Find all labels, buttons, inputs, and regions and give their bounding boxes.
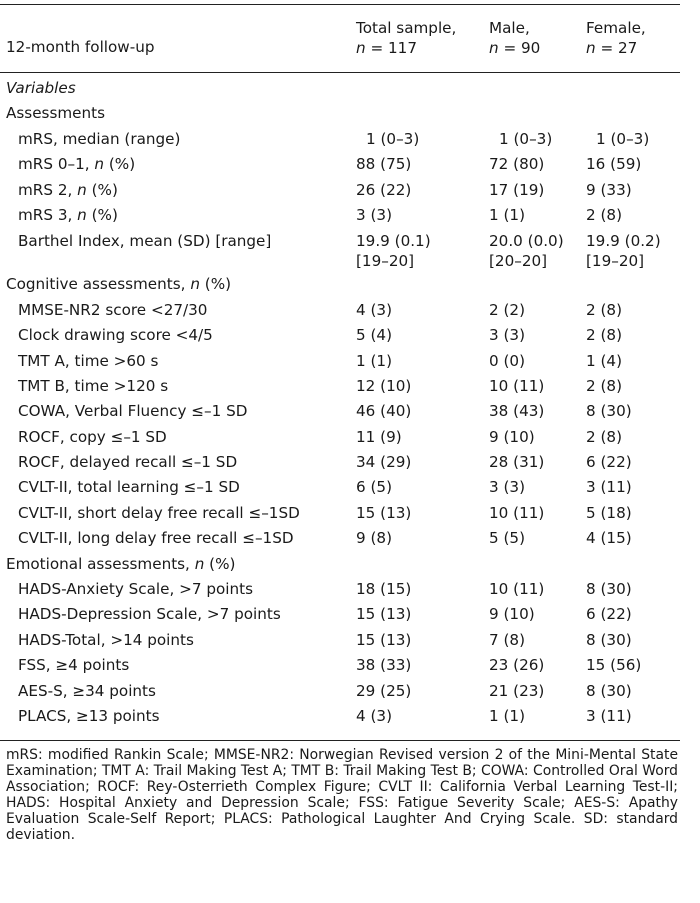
cell-total-sample: 9 (8) <box>356 529 393 548</box>
table-row <box>0 349 680 374</box>
cell-male: 2 (2) <box>489 300 526 319</box>
row-label: mRS 0–1, n (%) <box>18 155 136 174</box>
row-label: HADS-Depression Scale, >7 points <box>18 605 281 624</box>
top-rule <box>0 4 680 5</box>
section-label: Assessments <box>6 104 106 123</box>
row-label: CVLT-II, total learning ≤–1 SD <box>18 478 240 497</box>
header-male <box>489 18 540 58</box>
cell-total-sample: 11 (9) <box>356 427 402 446</box>
cell-total-sample: 4 (3) <box>356 706 393 725</box>
table-header <box>0 18 680 68</box>
cell-total-sample: 88 (75) <box>356 155 412 174</box>
cell-female: 8 (30) <box>586 580 632 599</box>
table-row <box>0 228 680 272</box>
row-label: HADS-Total, >14 points <box>18 630 194 649</box>
row-label: CVLT-II, long delay free recall ≤–1SD <box>18 529 294 548</box>
table-row <box>0 475 680 500</box>
cell-female: 2 (8) <box>586 205 623 224</box>
header-female-n: n = 27 <box>586 39 638 57</box>
table-row <box>0 203 680 228</box>
cell-female: 6 (22) <box>586 453 632 472</box>
row-label: PLACS, ≥13 points <box>18 706 160 725</box>
cell-total-sample: 34 (29) <box>356 453 412 472</box>
cell-total-sample: 38 (33) <box>356 656 412 675</box>
cell-female: 2 (8) <box>586 376 623 395</box>
cell-total-sample: 26 (22) <box>356 180 412 199</box>
table-row <box>0 450 680 475</box>
row-label: ROCF, copy ≤–1 SD <box>18 427 167 446</box>
row-label: Barthel Index, mean (SD) [range] <box>18 232 272 251</box>
table-row <box>0 374 680 399</box>
row-label: ROCF, delayed recall ≤–1 SD <box>18 453 238 472</box>
row-label: HADS-Anxiety Scale, >7 points <box>18 580 254 599</box>
table-row <box>0 602 680 627</box>
cell-total-sample: 4 (3) <box>356 300 393 319</box>
cell-total-sample: 3 (3) <box>356 205 393 224</box>
cell-male: 72 (80) <box>489 155 545 174</box>
cell-total-sample: 15 (13) <box>356 630 412 649</box>
cell-male: 10 (11) <box>489 503 545 522</box>
section-row <box>0 76 680 101</box>
table-row <box>0 399 680 424</box>
table-footnote: mRS: modified Rankin Scale; MMSE-NR2: Norwegian Revised version 2 of the Mini-Mental State Examination; TMT A: Trail Making Test A; TMT B: Trail Making Test B; COWA: Controlled Oral Word Association; ROCF: Rey-Osterrieth Complex Figure; CVLT II: California Verbal Learning Test-II; HADS: Hospital Anxiety and Depression Scale; FSS: Fatigue Severity Scale; AES-S: Apathy Evaluation Scale-Self Report; PLACS: Pathological Laughter And Crying Scale. SD: standard deviation. <box>6 747 678 844</box>
cell-female: 2 (8) <box>586 326 623 345</box>
section-row <box>0 101 680 126</box>
cell-female: 3 (11) <box>586 706 632 725</box>
header-rule <box>0 72 680 73</box>
cell-male: 1 (1) <box>489 706 526 725</box>
row-label: mRS, median (range) <box>18 129 181 148</box>
row-label: TMT B, time >120 s <box>18 376 169 395</box>
cell-total-sample: 18 (15) <box>356 580 412 599</box>
cell-female: 8 (30) <box>586 402 632 421</box>
table-row <box>0 501 680 526</box>
cell-male: 17 (19) <box>489 180 545 199</box>
cell-female: 8 (30) <box>586 630 632 649</box>
header-label: 12-month follow-up <box>6 38 155 56</box>
section-label: Cognitive assessments, n (%) <box>6 275 232 294</box>
cell-male: 38 (43) <box>489 402 545 421</box>
cell-total-sample: 6 (5) <box>356 478 393 497</box>
cell-total-sample: 15 (13) <box>356 605 412 624</box>
cell-total-sample: 1 (1) <box>356 351 393 370</box>
table-row <box>0 628 680 653</box>
cell-female: 9 (33) <box>586 180 632 199</box>
table-row <box>0 577 680 602</box>
cell-female: 3 (11) <box>586 478 632 497</box>
cell-total-sample: 1 (0–3) <box>366 129 420 148</box>
cell-female: 8 (30) <box>586 681 632 700</box>
cell-male: 28 (31) <box>489 453 545 472</box>
table-row <box>0 178 680 203</box>
cell-male: 0 (0) <box>489 351 526 370</box>
cell-female: 2 (8) <box>586 427 623 446</box>
table-row <box>0 425 680 450</box>
table-body <box>0 76 680 729</box>
row-label: COWA, Verbal Fluency ≤–1 SD <box>18 402 248 421</box>
cell-male: 1 (0–3) <box>499 129 553 148</box>
cell-female: 15 (56) <box>586 656 642 675</box>
table-row <box>0 298 680 323</box>
cell-female: 19.9 (0.2) [19–20] <box>586 232 661 271</box>
table-row <box>0 323 680 348</box>
cell-female: 6 (22) <box>586 605 632 624</box>
cell-female: 1 (4) <box>586 351 623 370</box>
table-row <box>0 704 680 729</box>
cell-female: 2 (8) <box>586 300 623 319</box>
header-female-title: Female, <box>586 19 646 37</box>
cell-female: 5 (18) <box>586 503 632 522</box>
row-label: CVLT-II, short delay free recall ≤–1SD <box>18 503 300 522</box>
cell-male: 3 (3) <box>489 478 526 497</box>
header-total-sample-n: n = 117 <box>356 39 418 57</box>
cell-total-sample: 15 (13) <box>356 503 412 522</box>
section-row <box>0 272 680 297</box>
cell-male: 9 (10) <box>489 427 535 446</box>
cell-female: 16 (59) <box>586 155 642 174</box>
cell-male: 9 (10) <box>489 605 535 624</box>
header-total-sample <box>356 18 456 58</box>
table-row <box>0 152 680 177</box>
cell-total-sample: 5 (4) <box>356 326 393 345</box>
cell-male: 3 (3) <box>489 326 526 345</box>
row-label: Clock drawing score <4/5 <box>18 326 213 345</box>
cell-female: 4 (15) <box>586 529 632 548</box>
cell-male: 7 (8) <box>489 630 526 649</box>
header-female <box>586 18 646 58</box>
table-row <box>0 526 680 551</box>
section-label: Variables <box>6 79 76 97</box>
table-row <box>0 653 680 678</box>
cell-female: 1 (0–3) <box>596 129 650 148</box>
row-label: AES-S, ≥34 points <box>18 681 156 700</box>
row-label: mRS 3, n (%) <box>18 205 118 224</box>
table-row <box>0 127 680 152</box>
header-total-sample-title: Total sample, <box>356 19 457 37</box>
row-label: FSS, ≥4 points <box>18 656 130 675</box>
row-label: MMSE-NR2 score <27/30 <box>18 300 208 319</box>
table-row <box>0 679 680 704</box>
cell-male: 23 (26) <box>489 656 545 675</box>
cell-total-sample: 19.9 (0.1) [19–20] <box>356 232 431 271</box>
row-label: TMT A, time >60 s <box>18 351 159 370</box>
cell-male: 21 (23) <box>489 681 545 700</box>
cell-male: 10 (11) <box>489 580 545 599</box>
section-label: Emotional assessments, n (%) <box>6 554 236 573</box>
bottom-rule <box>0 740 680 741</box>
row-label: mRS 2, n (%) <box>18 180 118 199</box>
cell-total-sample: 29 (25) <box>356 681 412 700</box>
header-male-n: n = 90 <box>489 39 541 57</box>
cell-male: 5 (5) <box>489 529 526 548</box>
section-row <box>0 552 680 577</box>
cell-male: 1 (1) <box>489 205 526 224</box>
header-male-title: Male, <box>489 19 530 37</box>
cell-total-sample: 46 (40) <box>356 402 412 421</box>
cell-male: 10 (11) <box>489 376 545 395</box>
cell-male: 20.0 (0.0) [20–20] <box>489 232 564 271</box>
cell-total-sample: 12 (10) <box>356 376 412 395</box>
